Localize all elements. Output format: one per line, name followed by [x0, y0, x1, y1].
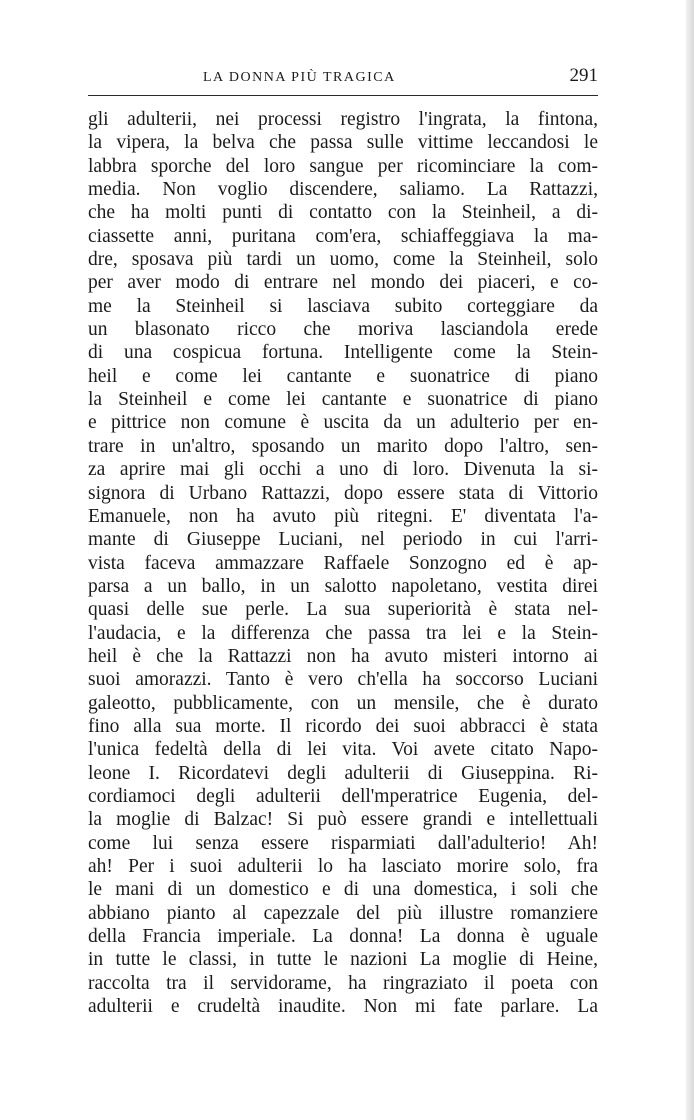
text-line: l'audacia, e la differenza che passa tra lei e la Stein- — [88, 622, 598, 644]
header-rule — [88, 95, 598, 96]
text-line: heil è che la Rattazzi non ha avuto misteri intorno ai — [88, 645, 598, 667]
page-header — [88, 62, 598, 92]
page-edge-shadow — [686, 0, 694, 1120]
text-line: gli adulterii, nei processi registro l'ingrata, la fintona, — [88, 109, 598, 130]
text-line: media. Non voglio discendere, saliamo. La Rattazzi, — [88, 179, 598, 201]
text-line: per aver modo di entrare nel mondo dei piaceri, e co- — [88, 272, 598, 294]
text-line: in tutte le classi, in tutte le nazioni La moglie di Heine, — [88, 949, 598, 971]
text-line: leone I. Ricordatevi degli adulterii di Giuseppina. Ri- — [88, 762, 598, 784]
body-text — [88, 108, 598, 1018]
text-line: Emanuele, non ha avuto più ritegni. E' diventata l'a- — [88, 505, 598, 527]
text-line: vista faceva ammazzare Raffaele Sonzogno ed è ap- — [88, 552, 598, 574]
text-line: le mani di un domestico e di una domestica, i soli che — [88, 879, 598, 901]
text-line: heil e come lei cantante e suonatrice di piano — [88, 365, 598, 387]
text-line: me la Steinheil si lasciava subito corteggiare da — [88, 295, 598, 317]
text-line: cordiamoci degli adulterii dell'mperatrice Eugenia, del- — [88, 785, 598, 807]
text-line: signora di Urbano Rattazzi, dopo essere stata di Vittorio — [88, 482, 598, 504]
text-line: abbiano pianto al capezzale del più illustre romanziere — [88, 902, 598, 924]
text-line: dre, sposava più tardi un uomo, come la Steinheil, solo — [88, 249, 598, 271]
text-line: e pittrice non comune è uscita da un adulterio per en- — [88, 412, 598, 434]
text-line: della Francia imperiale. La donna! La donna è uguale — [88, 926, 598, 948]
text-line: di una cospicua fortuna. Intelligente come la Stein- — [88, 342, 598, 364]
text-line: la Steinheil e come lei cantante e suonatrice di piano — [88, 389, 598, 411]
text-line: parsa a un ballo, in un salotto napoletano, vestita direi — [88, 575, 598, 597]
text-line: fino alla sua morte. Il ricordo dei suoi abbracci è stata — [88, 715, 598, 737]
text-line: un blasonato ricco che moriva lasciandola erede — [88, 319, 598, 341]
text-line: la moglie di Balzac! Si può essere grandi e intellettuali — [88, 809, 598, 831]
text-line: za aprire mai gli occhi a uno di loro. Divenuta la si- — [88, 459, 598, 481]
text-line: labbra sporche del loro sangue per ricominciare la com- — [88, 155, 598, 177]
text-line: quasi delle sue perle. La sua superiorità è stata nel- — [88, 599, 598, 621]
text-line: trare in un'altro, sposando un marito dopo l'altro, sen- — [88, 435, 598, 457]
running-title: LA DONNA PIÙ TRAGICA — [203, 70, 396, 85]
text-line: ah! Per i suoi adulterii lo ha lasciato morire solo, fra — [88, 856, 598, 877]
page-number: 291 — [569, 65, 598, 86]
text-line: suoi amorazzi. Tanto è vero ch'ella ha soccorso Luciani — [88, 669, 598, 691]
text-line: ciassette anni, puritana com'era, schiaffeggiava la ma- — [88, 225, 598, 247]
text-line: mante di Giuseppe Luciani, nel periodo in cui l'arri- — [88, 529, 598, 551]
text-line: come lui senza essere risparmiati dall'adulterio! Ah! — [88, 832, 598, 854]
text-line: raccolta tra il servidorame, ha ringraziato il poeta con — [88, 972, 598, 994]
text-line: l'unica fedeltà della di lei vita. Voi avete citato Napo- — [88, 739, 598, 761]
text-line: la vipera, la belva che passa sulle vittime leccandosi le — [88, 132, 598, 154]
text-line: che ha molti punti di contatto con la Steinheil, a di- — [88, 202, 598, 224]
text-line: galeotto, pubblicamente, con un mensile, che è durato — [88, 692, 598, 714]
text-line: adulterii e crudeltà inaudite. Non mi fate parlare. La — [88, 996, 598, 1018]
